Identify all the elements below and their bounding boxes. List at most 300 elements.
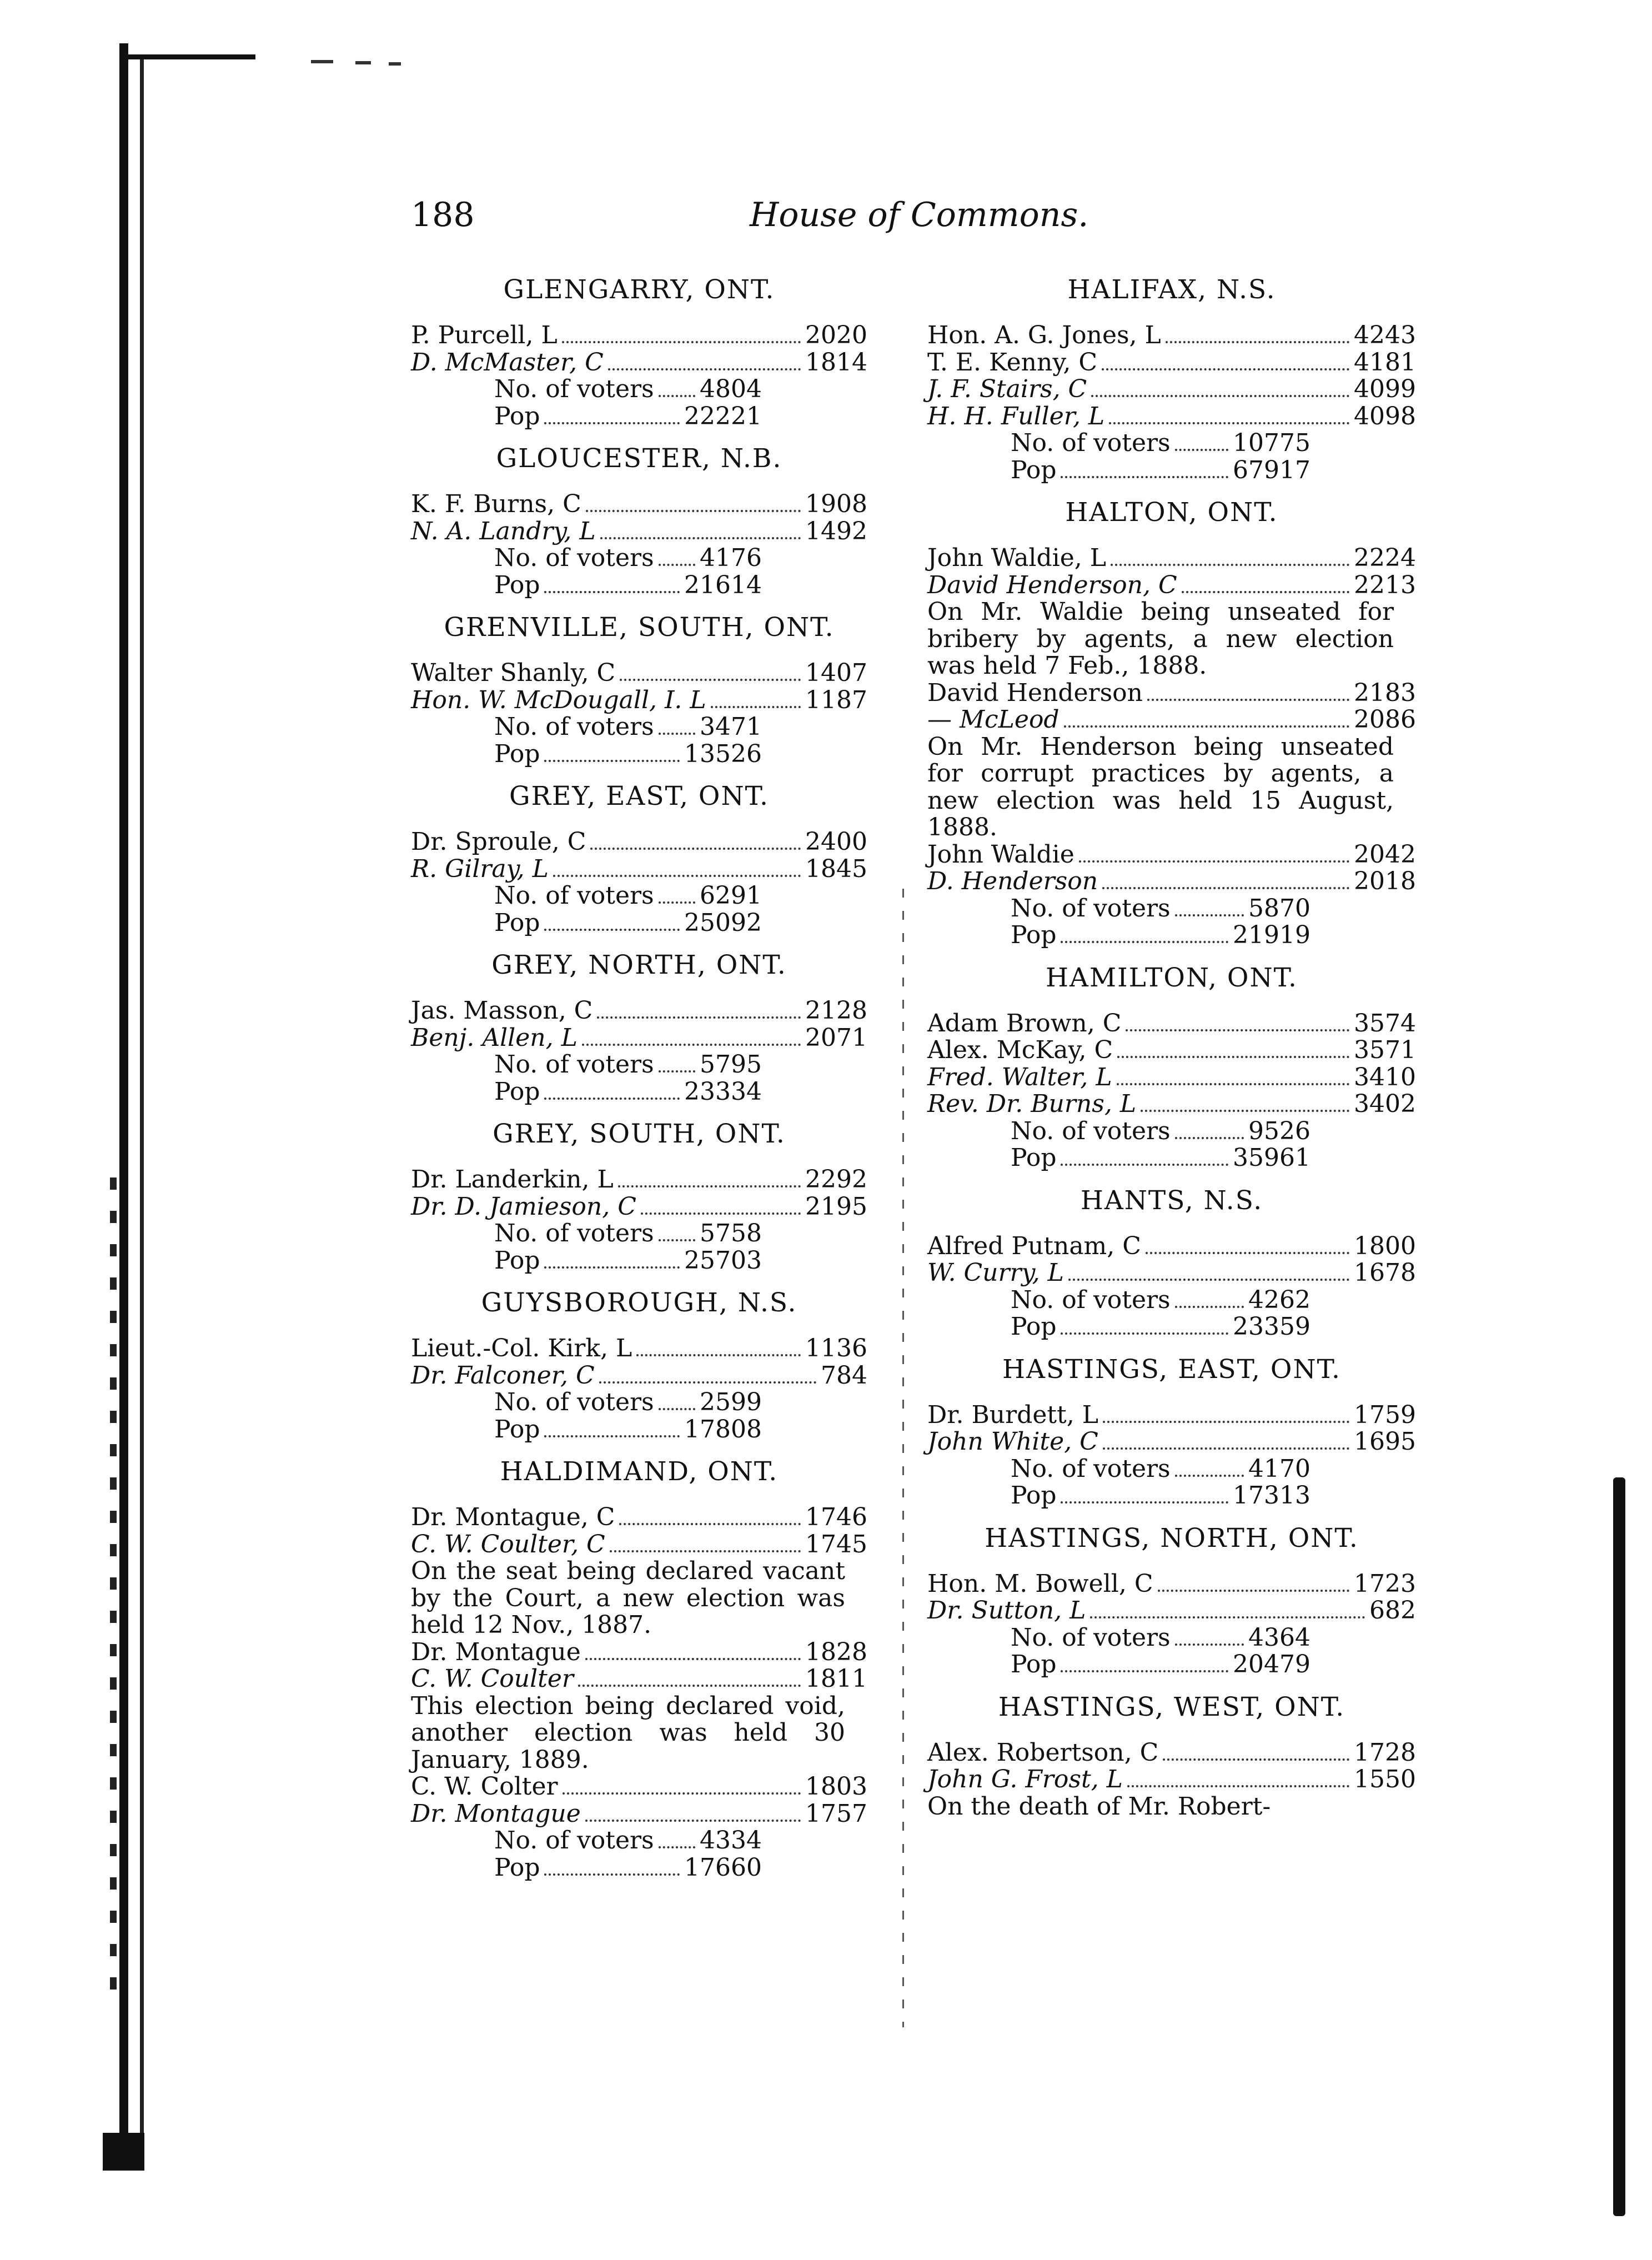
leader-dots	[590, 848, 801, 850]
stat-label: No. of voters	[494, 1388, 654, 1416]
stat-row	[927, 1651, 1416, 1678]
candidate-votes: 682	[1369, 1596, 1416, 1625]
candidate-votes: 4098	[1354, 402, 1416, 430]
page-edge-dash	[355, 61, 371, 64]
page-edge-shadow	[119, 43, 128, 2171]
candidate-name: Benj. Allen, L	[411, 1023, 578, 1052]
candidate-row	[927, 1091, 1416, 1118]
candidate-name: Jas. Masson, C	[411, 996, 593, 1025]
stat-value: 5795	[700, 1050, 762, 1079]
stat-row	[411, 1416, 867, 1444]
candidate-row	[927, 1571, 1416, 1598]
constituency-heading: HASTINGS, WEST, ONT.	[998, 1691, 1345, 1722]
leader-dots	[1061, 1501, 1228, 1504]
candidate-name: Walter Shanly, C	[411, 659, 616, 687]
leader-dots	[1141, 1110, 1349, 1112]
candidate-votes: 1908	[805, 490, 867, 518]
leader-dots	[1111, 564, 1349, 566]
candidate-row	[411, 491, 867, 518]
leader-dots	[1109, 422, 1349, 424]
candidate-votes: 1187	[805, 685, 867, 714]
left-column	[411, 261, 867, 1881]
constituency-heading: GREY, NORTH, ONT.	[491, 950, 787, 980]
constituency-heading: HALTON, ONT.	[1065, 497, 1278, 528]
stat-row	[411, 1079, 867, 1106]
stat-label: Pop	[1011, 1650, 1057, 1678]
candidate-row	[927, 1010, 1416, 1038]
leader-dots	[618, 1185, 801, 1187]
leader-dots	[1175, 914, 1244, 916]
stat-row	[411, 910, 867, 937]
constituency-heading: GREY, SOUTH, ONT.	[493, 1119, 786, 1149]
candidate-name: Dr. Montague	[411, 1637, 581, 1666]
leader-dots	[659, 901, 695, 904]
candidate-row	[927, 1766, 1416, 1793]
candidate-row	[411, 687, 867, 714]
candidate-row	[411, 1194, 867, 1221]
stat-label: No. of voters	[1011, 1623, 1171, 1652]
stat-value: 23359	[1233, 1312, 1310, 1341]
constituency-section	[927, 960, 1416, 1172]
stat-label: Pop	[494, 739, 540, 768]
candidate-votes: 4243	[1354, 321, 1416, 349]
candidate-row	[927, 1597, 1416, 1625]
stat-row	[411, 714, 867, 741]
stat-label: Pop	[494, 1853, 540, 1882]
candidate-name: — McLeod	[927, 705, 1060, 734]
candidate-votes: 2042	[1354, 840, 1416, 869]
constituency-heading: GLOUCESTER, N.B.	[496, 443, 782, 474]
leader-dots	[1147, 699, 1349, 701]
leader-dots	[544, 1098, 680, 1100]
candidate-row	[927, 1233, 1416, 1260]
stat-label: No. of voters	[494, 881, 654, 910]
candidate-votes: 2071	[805, 1023, 867, 1052]
candidate-name: Dr. Burdett, L	[927, 1400, 1098, 1429]
stat-value: 21614	[684, 570, 762, 599]
leader-dots	[1163, 1758, 1349, 1761]
leader-dots	[563, 1792, 801, 1795]
stat-value: 25703	[684, 1246, 762, 1275]
stat-label: No. of voters	[1011, 1454, 1171, 1483]
stat-label: No. of voters	[494, 1826, 654, 1855]
candidate-votes: 1136	[805, 1334, 867, 1362]
stat-label: No. of voters	[1011, 1116, 1171, 1145]
candidate-row	[411, 349, 867, 377]
stat-label: Pop	[1011, 1312, 1057, 1341]
candidate-row	[411, 1801, 867, 1828]
candidate-name: K. F. Burns, C	[411, 490, 581, 518]
candidate-row	[411, 1362, 867, 1390]
constituency-heading: HANTS, N.S.	[1080, 1185, 1263, 1216]
leader-dots	[582, 1044, 801, 1046]
candidate-votes: 1746	[805, 1503, 867, 1531]
stat-row	[927, 895, 1416, 923]
leader-dots	[1091, 395, 1349, 397]
stat-row	[411, 572, 867, 599]
stat-row	[927, 1456, 1416, 1483]
candidate-name: Rev. Dr. Burns, L	[927, 1090, 1137, 1118]
candidate-name: Alfred Putnam, C	[927, 1231, 1141, 1260]
election-note: On Mr. Waldie being unseated for bribery by agents, a new election was held 7 Feb., 1888.	[927, 598, 1394, 680]
candidate-votes: 2128	[805, 996, 867, 1025]
candidate-name: J. F. Stairs, C	[927, 375, 1087, 403]
leader-dots	[1061, 476, 1228, 478]
candidate-votes: 1695	[1354, 1427, 1416, 1456]
candidate-name: T. E. Kenny, C	[927, 348, 1098, 377]
stat-row	[411, 883, 867, 910]
leader-dots	[1102, 368, 1349, 370]
election-note: This election being declared void, another election was held 30 January, 1889.	[411, 1691, 845, 1774]
candidate-name: Dr. Falconer, C	[411, 1361, 595, 1390]
candidate-votes: 2400	[805, 828, 867, 856]
stat-label: No. of voters	[494, 1219, 654, 1247]
candidate-row	[411, 660, 867, 687]
leader-dots	[544, 1873, 680, 1876]
stat-value: 4804	[700, 375, 762, 403]
candidate-name: John G. Frost, L	[927, 1765, 1123, 1793]
stat-value: 17808	[684, 1415, 762, 1444]
leader-dots	[1175, 449, 1228, 451]
constituency-heading: HALDIMAND, ONT.	[500, 1456, 779, 1487]
candidate-votes: 1678	[1354, 1259, 1416, 1287]
constituency-section	[927, 1352, 1416, 1510]
candidate-votes: 784	[821, 1361, 867, 1390]
candidate-row	[927, 1064, 1416, 1091]
candidate-row	[411, 998, 867, 1025]
stat-label: Pop	[1011, 921, 1057, 949]
leader-dots	[1182, 591, 1349, 593]
constituency-section	[927, 272, 1416, 484]
candidate-row	[411, 1531, 867, 1559]
leader-dots	[1103, 1421, 1349, 1423]
candidate-votes: 1745	[805, 1530, 867, 1559]
candidate-row	[927, 680, 1416, 707]
stat-value: 4334	[700, 1826, 762, 1855]
leader-dots	[659, 1408, 695, 1410]
stat-value: 20479	[1233, 1650, 1310, 1678]
page-edge-dash	[389, 62, 401, 66]
leader-dots	[619, 1523, 801, 1525]
constituency-heading: GLENGARRY, ONT.	[503, 274, 775, 305]
stat-value: 13526	[684, 739, 762, 768]
leader-dots	[659, 564, 695, 566]
stat-row	[927, 1287, 1416, 1314]
candidate-votes: 2018	[1354, 867, 1416, 895]
leader-dots	[1146, 1252, 1349, 1254]
candidate-name: John White, C	[927, 1427, 1098, 1456]
candidate-name: Hon. W. McDougall, I. L	[411, 685, 706, 714]
constituency-section	[411, 779, 867, 936]
leader-dots	[544, 422, 680, 424]
candidate-votes: 3571	[1354, 1036, 1416, 1064]
leader-dots	[1061, 1332, 1228, 1335]
candidate-row	[927, 1740, 1416, 1767]
stat-label: Pop	[1011, 1481, 1057, 1510]
leader-dots	[562, 341, 801, 343]
candidate-name: Adam Brown, C	[927, 1009, 1122, 1038]
candidate-row	[411, 856, 867, 883]
candidate-row	[411, 1504, 867, 1531]
candidate-name: John Waldie, L	[927, 544, 1106, 572]
leader-dots	[1061, 1164, 1228, 1166]
stat-label: Pop	[494, 570, 540, 599]
stat-value: 4176	[700, 544, 762, 572]
leader-dots	[597, 1016, 801, 1019]
stat-label: No. of voters	[494, 544, 654, 572]
constituency-heading: HALIFAX, N.S.	[1067, 274, 1276, 305]
leader-dots	[608, 368, 801, 370]
candidate-row	[927, 1260, 1416, 1287]
candidate-votes: 1550	[1354, 1765, 1416, 1793]
leader-dots	[659, 1070, 695, 1073]
leader-dots	[578, 1685, 801, 1687]
stat-row	[927, 1482, 1416, 1510]
constituency-heading: GREY, EAST, ONT.	[509, 781, 769, 811]
candidate-name: Alex. Robertson, C	[927, 1738, 1159, 1767]
candidate-votes: 1811	[805, 1665, 867, 1693]
stat-value: 2599	[700, 1388, 762, 1416]
candidate-row	[927, 322, 1416, 349]
leader-dots	[1061, 941, 1228, 943]
stat-row	[927, 457, 1416, 484]
leader-dots	[599, 1381, 816, 1384]
candidate-name: W. Curry, L	[927, 1259, 1064, 1287]
candidate-votes: 1757	[805, 1799, 867, 1828]
stat-value: 6291	[700, 881, 762, 910]
leader-dots	[1127, 1785, 1349, 1787]
page-header	[411, 196, 1455, 240]
candidate-row	[927, 376, 1416, 403]
stat-value: 67917	[1233, 455, 1310, 484]
candidate-row	[411, 1025, 867, 1052]
stat-row	[927, 430, 1416, 457]
stat-label: Pop	[494, 402, 540, 430]
candidate-votes: 1492	[805, 517, 867, 545]
leader-dots	[1175, 1306, 1244, 1308]
candidate-row	[927, 545, 1416, 572]
candidate-votes: 1845	[805, 854, 867, 883]
stat-row	[927, 1625, 1416, 1652]
candidate-row	[411, 322, 867, 349]
candidate-votes: 2020	[805, 321, 867, 349]
candidate-row	[411, 1666, 867, 1693]
candidate-votes: 1759	[1354, 1400, 1416, 1429]
leader-dots	[1158, 1590, 1350, 1592]
leader-dots	[1166, 341, 1349, 343]
leader-dots	[1175, 1137, 1244, 1139]
stat-value: 25092	[684, 908, 762, 937]
candidate-name: C. W. Coulter, C	[411, 1530, 605, 1559]
stat-value: 4262	[1248, 1285, 1310, 1314]
candidate-name: Dr. Montague, C	[411, 1503, 615, 1531]
constituency-section	[411, 1285, 867, 1443]
candidate-name: R. Gilray, L	[411, 854, 549, 883]
candidate-name: Dr. Montague	[411, 1799, 581, 1828]
candidate-votes: 3402	[1354, 1090, 1416, 1118]
candidate-votes: 1800	[1354, 1231, 1416, 1260]
stat-value: 35961	[1233, 1144, 1310, 1172]
stat-row	[411, 376, 867, 403]
constituency-section	[927, 1183, 1416, 1341]
candidate-name: John Waldie	[927, 840, 1074, 869]
candidate-votes: 2292	[805, 1165, 867, 1194]
candidate-row	[927, 706, 1416, 734]
stat-label: Pop	[494, 1246, 540, 1275]
candidate-row	[927, 403, 1416, 430]
leader-dots	[1061, 1670, 1228, 1672]
leader-dots	[553, 875, 801, 877]
stat-label: No. of voters	[494, 1050, 654, 1079]
stat-label: Pop	[1011, 1144, 1057, 1172]
candidate-votes: 4099	[1354, 375, 1416, 403]
stat-value: 9526	[1248, 1116, 1310, 1145]
stat-row	[411, 403, 867, 430]
constituency-heading: GRENVILLE, SOUTH, ONT.	[444, 612, 835, 643]
constituency-heading: HASTINGS, NORTH, ONT.	[985, 1522, 1359, 1554]
candidate-row	[411, 1639, 867, 1666]
stat-row	[927, 922, 1416, 949]
candidate-name: Lieut.-Col. Kirk, L	[411, 1334, 632, 1362]
candidate-name: Dr. Landerkin, L	[411, 1165, 614, 1194]
constituency-section	[927, 1690, 1416, 1821]
leader-dots	[1175, 1475, 1244, 1477]
stat-value: 22221	[684, 402, 762, 430]
candidate-name: C. W. Coulter	[411, 1665, 574, 1693]
stat-row	[411, 741, 867, 768]
stat-row	[927, 1314, 1416, 1341]
page-edge-dash	[311, 60, 333, 63]
candidate-votes: 2195	[805, 1192, 867, 1221]
candidate-row	[927, 349, 1416, 377]
stat-label: No. of voters	[1011, 429, 1171, 457]
stat-row	[411, 545, 867, 572]
leader-dots	[1103, 1447, 1349, 1450]
leader-dots	[610, 1550, 801, 1552]
candidate-name: David Henderson, C	[927, 570, 1177, 599]
constituency-section	[927, 1521, 1416, 1678]
stat-value: 10775	[1233, 429, 1310, 457]
candidate-row	[411, 829, 867, 856]
candidate-row	[927, 1037, 1416, 1064]
candidate-votes: 1814	[805, 348, 867, 377]
stat-value: 17313	[1233, 1481, 1310, 1510]
page-edge-dots	[110, 1177, 117, 2011]
candidate-votes: 2086	[1354, 705, 1416, 734]
stat-label: Pop	[1011, 455, 1057, 484]
stat-row	[411, 1389, 867, 1416]
leader-dots	[659, 733, 695, 735]
stat-label: Pop	[494, 1077, 540, 1106]
candidate-row	[411, 1773, 867, 1801]
candidate-votes: 2183	[1354, 678, 1416, 707]
election-note: On Mr. Henderson being unseated for corrupt practices by agents, a new election was held 15 August, 1888.	[927, 732, 1394, 841]
leader-dots	[544, 1266, 680, 1269]
leader-dots	[544, 591, 680, 593]
constituency-heading: GUYSBOROUGH, N.S.	[481, 1287, 797, 1318]
candidate-row	[927, 841, 1416, 869]
stat-label: No. of voters	[494, 375, 654, 403]
candidate-row	[927, 572, 1416, 599]
candidate-name: Dr. Sutton, L	[927, 1596, 1086, 1625]
column-divider	[902, 889, 904, 2027]
candidate-name: N. A. Landry, L	[411, 517, 596, 545]
candidate-name: Dr. Sproule, C	[411, 828, 586, 856]
constituency-heading: HAMILTON, ONT.	[1046, 962, 1298, 993]
candidate-votes: 2213	[1354, 570, 1416, 599]
stat-row	[411, 1051, 867, 1079]
stat-value: 17660	[684, 1853, 762, 1882]
stat-row	[411, 1855, 867, 1882]
stat-row	[411, 1220, 867, 1247]
leader-dots	[600, 537, 801, 539]
constituency-section	[411, 441, 867, 599]
candidate-votes: 1407	[805, 659, 867, 687]
stat-row	[927, 1118, 1416, 1145]
election-note: On the death of Mr. Robert-	[927, 1792, 1271, 1821]
candidate-votes: 3574	[1354, 1009, 1416, 1038]
page-edge-top	[128, 54, 255, 59]
candidate-name: Alex. McKay, C	[927, 1036, 1113, 1064]
stat-value: 5870	[1248, 894, 1310, 923]
leader-dots	[1117, 1056, 1349, 1058]
leader-dots	[659, 1846, 695, 1848]
stat-label: Pop	[494, 908, 540, 937]
stat-label: No. of voters	[1011, 1285, 1171, 1314]
leader-dots	[620, 679, 801, 681]
leader-dots	[711, 706, 801, 708]
leader-dots	[1068, 1279, 1349, 1281]
candidate-votes: 2224	[1354, 544, 1416, 572]
stat-row	[411, 1247, 867, 1275]
leader-dots	[659, 1239, 695, 1241]
leader-dots	[1126, 1029, 1349, 1031]
leader-dots	[1079, 860, 1349, 863]
stat-value: 3471	[700, 713, 762, 741]
constituency-section	[927, 495, 1416, 949]
leader-dots	[1064, 725, 1349, 728]
page-number: 188	[411, 196, 475, 234]
candidate-name: Hon. M. Bowell, C	[927, 1569, 1153, 1598]
stat-value: 4364	[1248, 1623, 1310, 1652]
candidate-row	[927, 868, 1416, 895]
candidate-name: H. H. Fuller, L	[927, 402, 1105, 430]
candidate-name: Hon. A. G. Jones, L	[927, 321, 1161, 349]
stat-row	[927, 1145, 1416, 1172]
stat-value: 23334	[684, 1077, 762, 1106]
leader-dots	[641, 1212, 801, 1215]
leader-dots	[1102, 887, 1349, 889]
page-edge-line	[140, 56, 144, 2161]
stat-label: No. of voters	[494, 713, 654, 741]
stat-value: 4170	[1248, 1454, 1310, 1483]
stat-label: No. of voters	[1011, 894, 1171, 923]
candidate-name: D. McMaster, C	[411, 348, 604, 377]
election-note: On the seat being declared vacant by the Court, a new election was held 12 Nov., 1887.	[411, 1557, 845, 1639]
leader-dots	[1117, 1083, 1349, 1085]
right-column	[927, 261, 1416, 1820]
candidate-row	[411, 1335, 867, 1362]
candidate-row	[927, 1402, 1416, 1429]
candidate-row	[411, 518, 867, 545]
leader-dots	[586, 510, 801, 512]
candidate-name: C. W. Colter	[411, 1772, 558, 1801]
candidate-votes: 1728	[1354, 1738, 1416, 1767]
candidate-name: Fred. Walter, L	[927, 1063, 1112, 1091]
candidate-votes: 1803	[805, 1772, 867, 1801]
candidate-votes: 1828	[805, 1637, 867, 1666]
candidate-name: D. Henderson	[927, 867, 1098, 895]
